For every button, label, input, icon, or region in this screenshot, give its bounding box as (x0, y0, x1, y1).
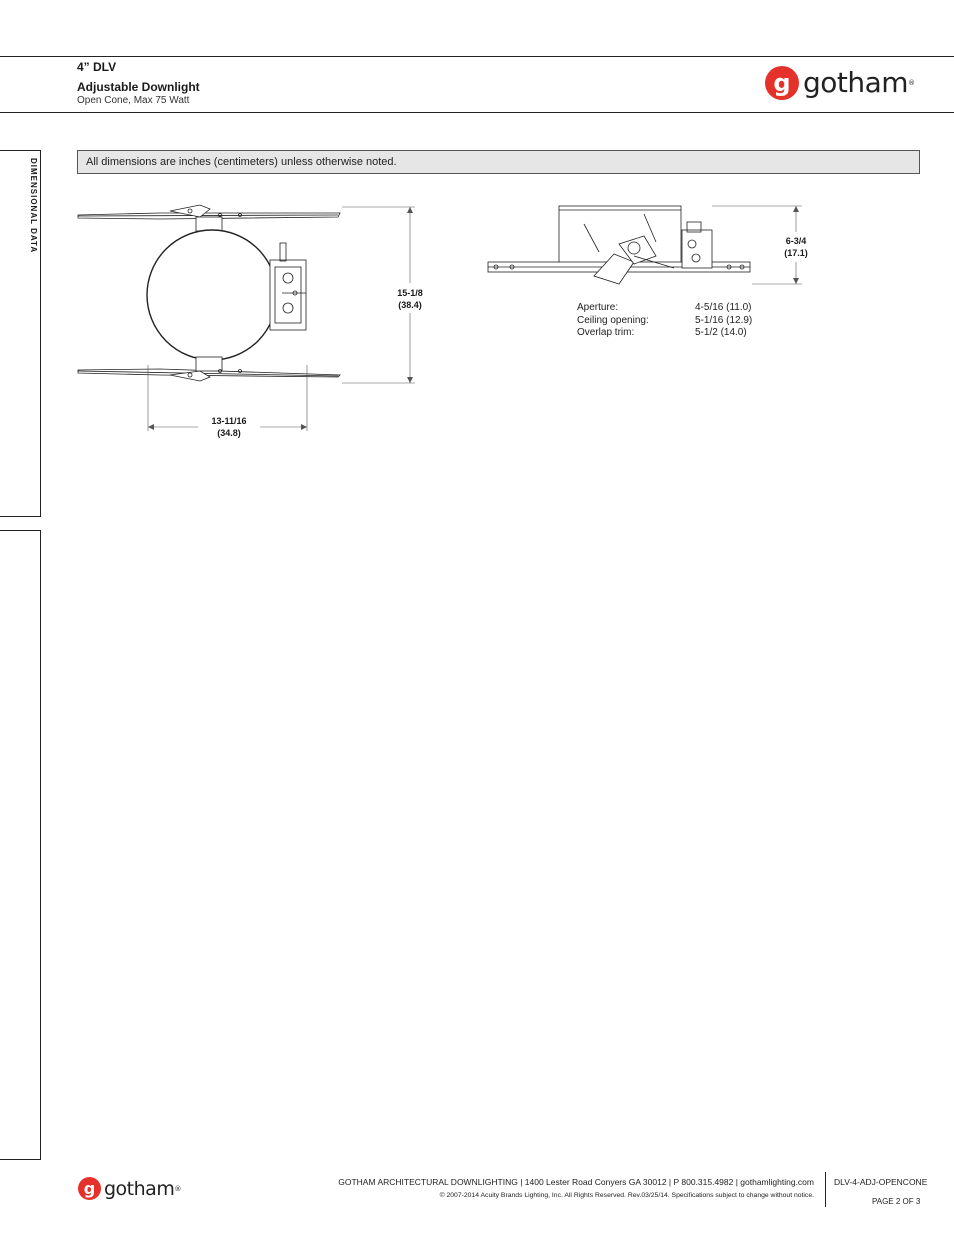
spec-label-aperture: Aperture: (577, 302, 619, 313)
plan-width-dim (198, 415, 260, 439)
footer-gotham-logo (78, 1177, 181, 1200)
footer-page-number: PAGE 2 OF 3 (872, 1197, 921, 1206)
plan-view-drawing (70, 195, 440, 445)
spec-labels (577, 302, 649, 340)
plan-height-dim (388, 287, 432, 311)
gotham-logo (765, 66, 915, 100)
product-subtitle: Adjustable Downlight (77, 80, 200, 94)
side-tab-label: DIMENSIONAL DATA (29, 158, 38, 254)
spec-label-ceiling-opening: Ceiling opening: (577, 314, 649, 326)
plan-height-dim-cm: (38.4) (398, 300, 422, 310)
plan-width-dim-in: 13-11/16 (211, 416, 247, 426)
gotham-wordmark (803, 68, 915, 98)
footer-separator (825, 1172, 826, 1207)
side-tab-lower (0, 530, 41, 1160)
plan-height-dim-in: 15-1/8 (397, 288, 423, 298)
registered-mark: ® (908, 79, 915, 87)
brand-name: gotham (803, 66, 909, 99)
footer-copyright: © 2007-2014 Acuity Brands Lighting, Inc. All Rights Reserved. Rev.03/25/14. Specifications subject to change without notice. (439, 1192, 814, 1199)
footer-gotham-g-icon: g (78, 1177, 101, 1200)
footer-company-line: GOTHAM ARCHITECTURAL DOWNLIGHTING | 1400 Lester Road Conyers GA 30012 | P 800.315.4982 | gothamlighting.com (338, 1177, 814, 1187)
footer-gotham-wordmark (104, 1178, 181, 1200)
header-bottom-rule (0, 112, 954, 113)
footer-doc-code: DLV-4-ADJ-OPENCONE (834, 1177, 928, 1187)
spec-value-overlap-trim: 5-1/2 (14.0) (695, 327, 747, 338)
product-description: Open Cone, Max 75 Watt (77, 95, 190, 106)
plan-width-dim-cm: (34.8) (217, 428, 241, 438)
spec-value-ceiling-opening: 5-1/16 (12.9) (695, 314, 753, 326)
spec-values (695, 302, 752, 340)
gotham-g-icon: g (765, 66, 799, 100)
side-height-dim-in: 6-3/4 (785, 236, 807, 246)
dimensions-note: All dimensions are inches (centimeters) unless otherwise noted. (77, 150, 920, 174)
side-junction-box (682, 230, 712, 268)
side-height-dim-cm: (17.1) (784, 248, 808, 258)
footer-registered-mark: ® (174, 1184, 181, 1193)
spec-value-aperture: 4-5/16 (11.0) (695, 302, 752, 313)
spec-label-overlap-trim: Overlap trim: (577, 327, 635, 338)
product-title: 4” DLV (77, 60, 117, 74)
footer-brand-name: gotham (104, 1177, 175, 1200)
side-height-dim (774, 235, 818, 259)
housing-circle (147, 230, 277, 360)
header-top-rule (0, 56, 954, 57)
side-view-drawing (484, 196, 814, 296)
